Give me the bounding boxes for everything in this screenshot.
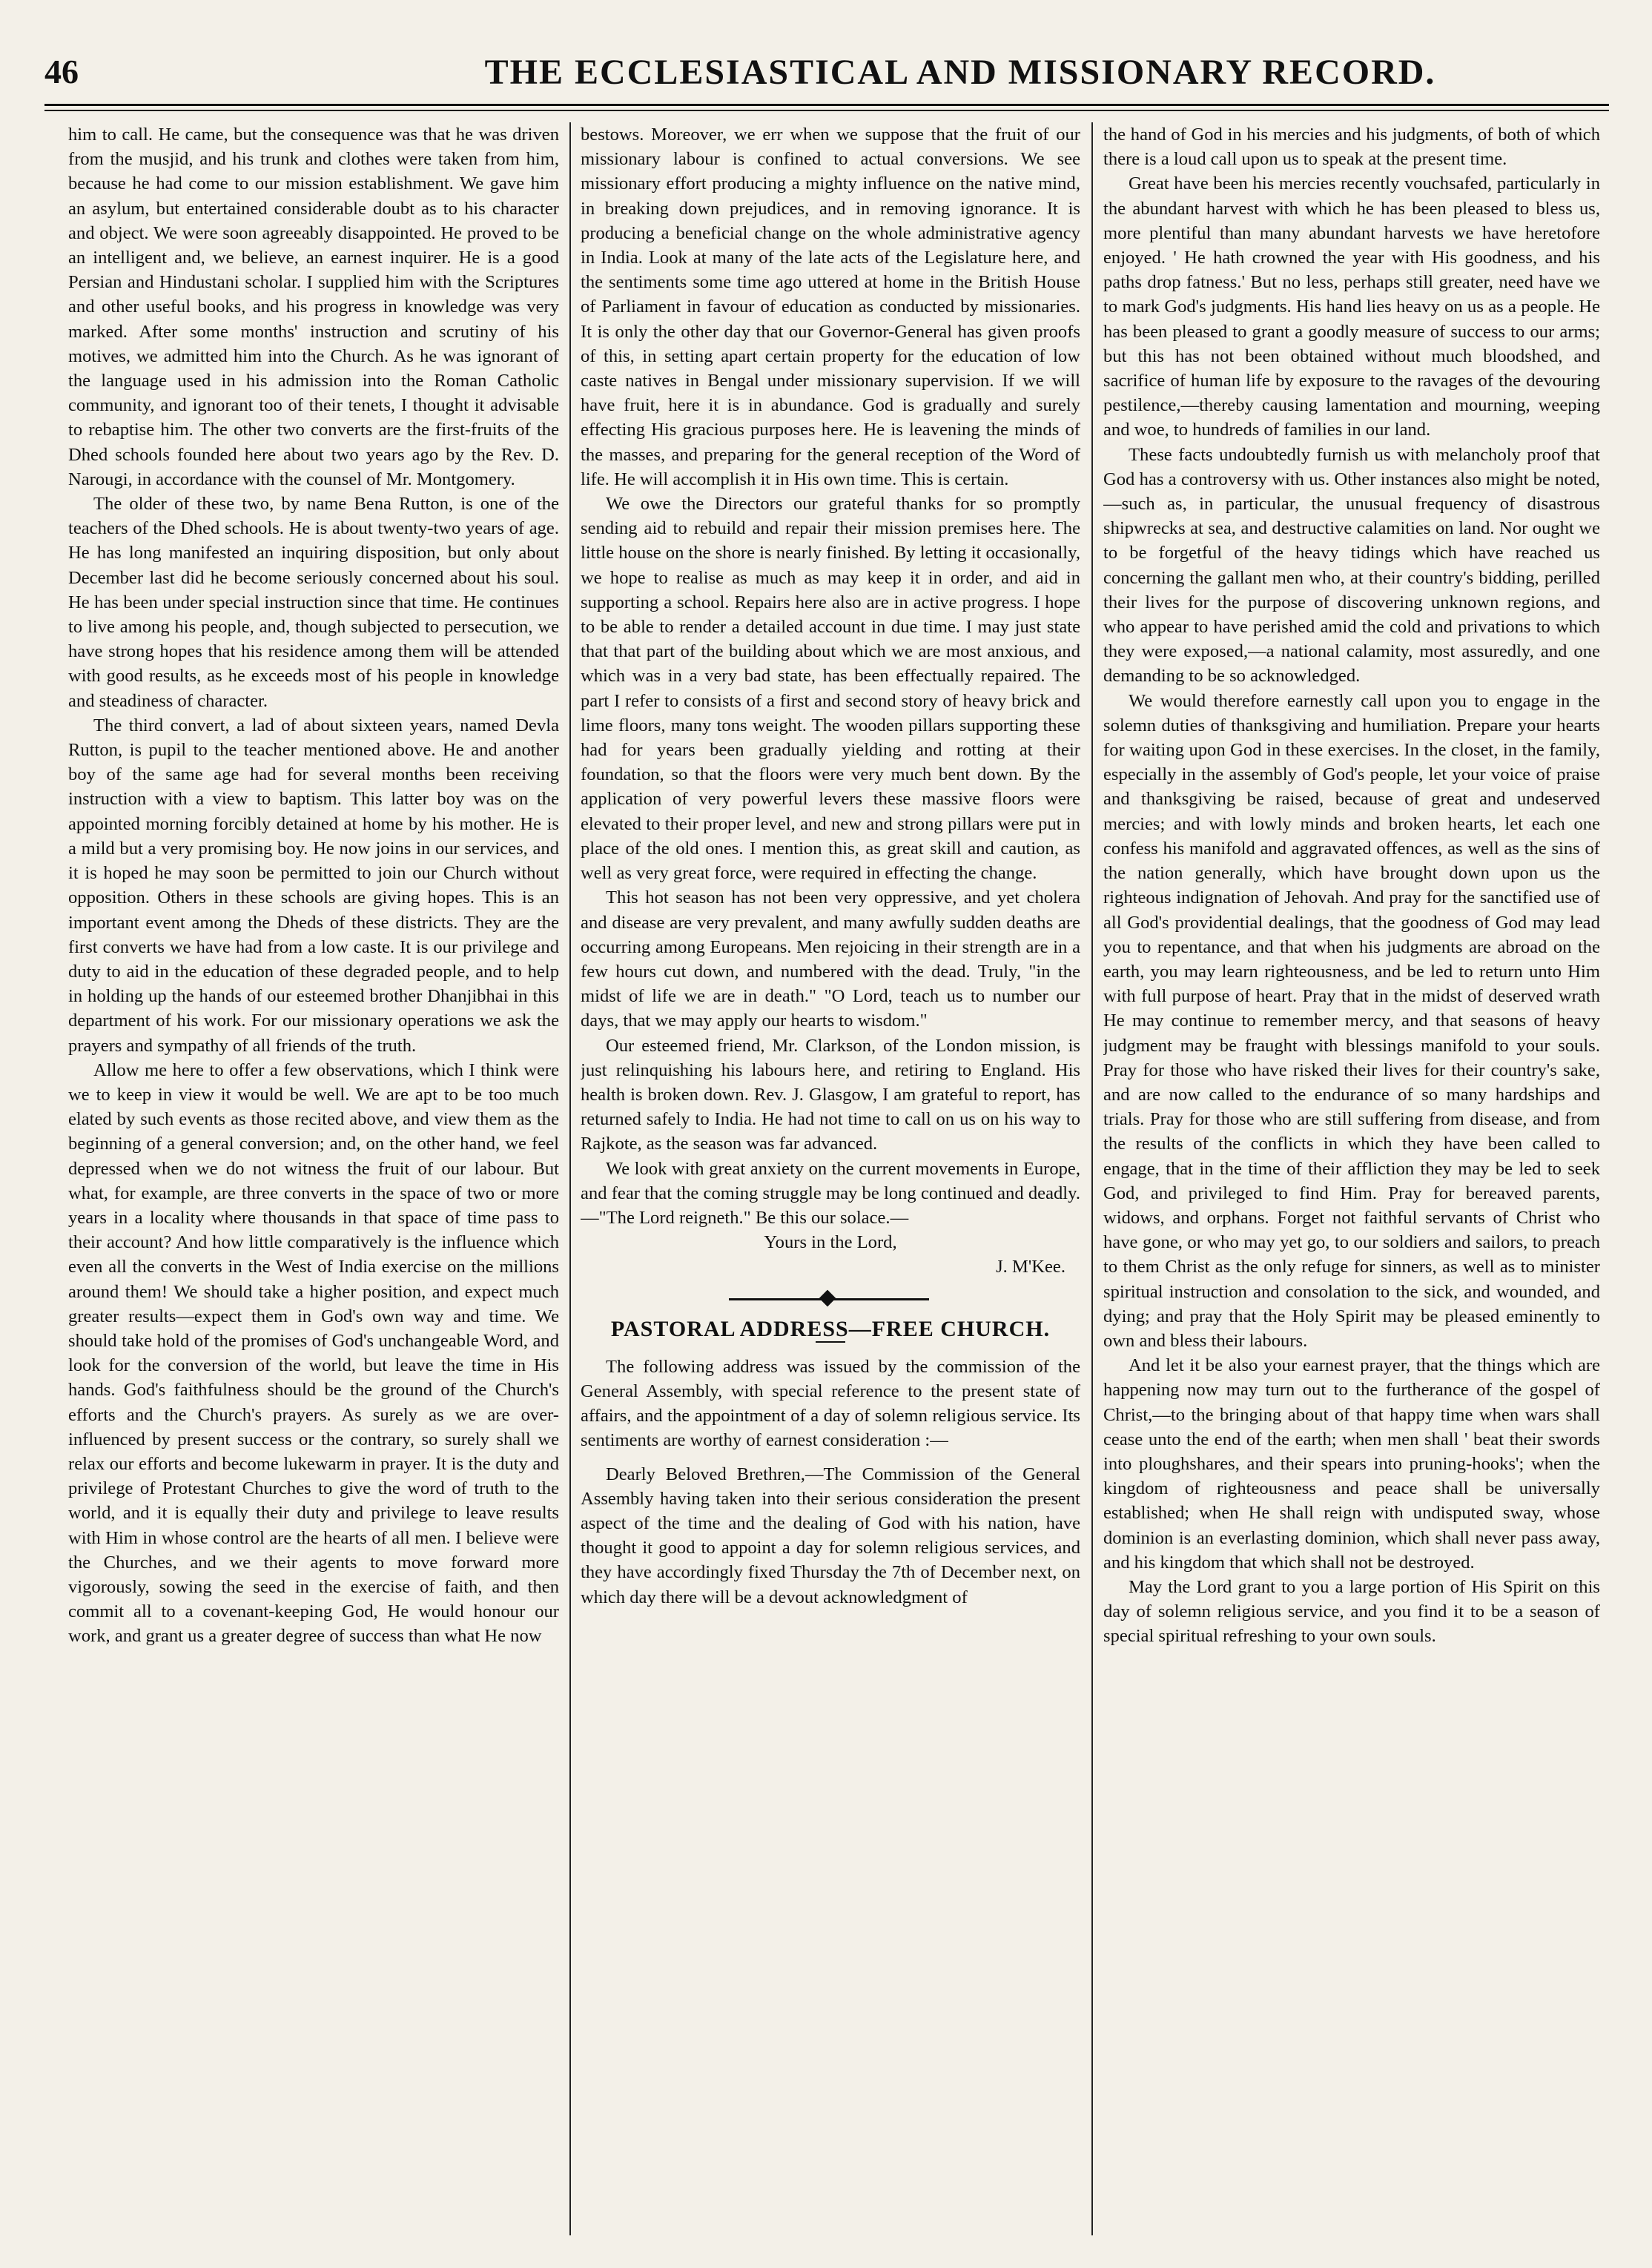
column-3 xyxy=(1103,122,1600,2243)
column-2 xyxy=(581,122,1080,2243)
article-paragraph: We would therefore earnestly call upon you to engage in the solemn duties of thanksgiving and humiliation. Prepare your hearts for waiting upon God in these exercises. In the closet, in the family, especially in the assembly of God's people, let your voice of praise and thanksgiving be raised, because of great and undeserved mercies; and with lowly minds and broken hearts, let each one confess his manifold and aggravated offences, as well as the sins of the nation generally, which have brought down upon us the righteous indignation of Jehovah. And pray for the sanctified use of all God's providential dealings, that the goodness of God may lead you to repentance, and that when his judgments are abroad on the earth, you may learn righteousness, and be led to return unto Him with full purpose of heart. Pray that in the midst of deserved wrath He may continue to remember mercy, and that seasons of heavy judgment may be fraught with blessings manifold to your souls. Pray for those who have risked their lives for their country's sake, and are now called to the endurance of so many hardships and trials. Pray for those who are still suffering from disease, and from the results of the conflicts in which they have been called to engage, that in the time of their affliction they may be led to seek God, and privileged to find Him. Pray for bereaved parents, widows, and orphans. Forget not faithful servants of Christ who have gone, or who may yet go, to our soldiers and sailors, to preach to them Christ as the only refuge for sinners, as well as to minister spiritual instruction and consolation to the sick, and wounded, and dying; and pray that the Holy Spirit may be pleased eminently to own and bless their labours. xyxy=(1103,690,1600,1351)
column-divider xyxy=(1091,122,1093,2235)
article-paragraph: bestows. Moreover, we err when we suppose that the fruit of our missionary labour is confined to actual conversions. We see missionary effort producing a mighty influence on the native mind, in breaking down prejudices, and in removing ignorance. It is producing a beneficial change on the whole administrative agency in India. Look at many of the late acts of the Legislature here, and the sentiments some time ago uttered at home in the British House of Parliament in favour of education as conducted by missionaries. It is only the other day that our Governor-General has given proofs of this, in setting apart certain property for the education of low caste natives in Bengal under missionary supervision. If we will have fruit, here it is in abundance. God is gradually and surely effecting His gracious purposes here. He is leavening the minds of the masses, and preparing for the general reception of the Word of life. He will accomplish it in His own time. This is certain. xyxy=(581,125,1080,489)
article-paragraph: Great have been his mercies recently vouchsafed, particularly in the abundant harvest with which he has been pleased to bless us, more plentiful than many abundant harvests we have heretofore enjoyed. ' He hath crowned the year with His goodness, and his paths drop fatness.' But no less, perhaps still greater, need have we to mark God's judgments. His hand lies heavy on us as a people. He has been pleased to grant a goodly measure of success to our arms; but this has not been obtained without much bloodshed, and sacrifice of human life by exposure to the ravages of the devouring pestilence,—thereby causing lamentation and mourning, weeping and woe, to hundreds of families in our land. xyxy=(1103,173,1600,440)
article-paragraph: Allow me here to offer a few observations, which I think were we to keep in view it would be well. We are apt to be too much elated by such events as those recited above, and view them as the beginning of a general conversion; and, on the other hand, we feel depressed when we do not witness the fruit of our labour. But what, for example, are three converts in the space of two or more years in a locality where thousands in that space of time pass to their account? And how little comparatively is the influence which even all the converts in the West of India exercise on the millions around them! We should take a higher position, and expect much greater results—expect them in God's own way and time. We should take hold of the promises of God's unchangeable Word, and look for the conversion of the world, but leave the time in His hands. God's faithfulness should be the ground of the Church's efforts and the Church's prayers. As surely as we are over-influenced by present success or the contrary, so surely shall we relax our efforts and become lukewarm in prayer. It is the duty and privilege of Protestant Churches to give the word of truth to the world, and it is equally their duty and privilege to leave results with Him in whose control are the hearts of all men. I believe were the Churches, and we their agents to move forward more vigorously, sowing the seed in the exercise of faith, and then commit all to a covenant-keeping God, He would honour our work, and grant us a greater degree of success than what He now xyxy=(68,1059,559,1647)
article-paragraph: him to call. He came, but the consequence was that he was driven from the musjid, and his trunk and clothes were taken from him, because he had come to our mission establishment. We gave him an asylum, but entertained considerable doubt as to his character and object. We were soon agreeably disappointed. He proved to be an intelligent and, we believe, an earnest inquirer. He is a good Persian and Hindustani scholar. I supplied him with the Scriptures and other useful books, and his progress in knowledge was very marked. After some months' instruction and scrutiny of his motives, we admitted him into the Church. As he was ignorant of the language used in his admission into the Roman Catholic community, and ignorant too of their tenets, I thought it advisable to rebaptise him. The other two converts are the first-fruits of the Dhed schools founded here about two years ago by the Rev. D. Narougi, in accordance with the counsel of Mr. Montgomery. xyxy=(68,125,559,489)
section-heading: PASTORAL ADDRESS—FREE CHURCH. xyxy=(610,1316,1051,1341)
article-paragraph: We owe the Directors our grateful thanks for so promptly sending aid to rebuild and repair their mission premises here. The little house on the shore is nearly finished. By letting it occasionally, we hope to realise as much as may keep it in order, and aid in supporting a school. Repairs here also are in active progress. I hope to be able to render a detailed account in due time. I may just state that that part of the building about which we are most anxious, and which was in a very bad state, has been effectually repaired. The part I refer to consists of a first and second story of heavy brick and lime floors, many tons weight. The wooden pillars supporting these had for years been gradually yielding and rotting at their foundation, so that the floors were very much bent down. By the application of very powerful levers these massive floors were elevated to their proper level, and new and strong pillars were put in place of the old ones. I mention this, as great skill and caution, as well as very great force, were required in effecting the change. xyxy=(581,494,1080,884)
article-paragraph: Our esteemed friend, Mr. Clarkson, of the London mission, is just relinquishing his labours here, and retiring to England. His health is broken down. Rev. J. Glasgow, I am grateful to report, has returned safely to India. He had not time to call on us on his way to Rajkote, as the season was far advanced. xyxy=(581,1035,1080,1154)
header-rule-top xyxy=(44,104,1609,106)
letter-closing: Yours in the Lord, xyxy=(764,1232,897,1253)
article-paragraph: These facts undoubtedly furnish us with melancholy proof that God has a controversy with us. Other instances also might be noted,—such as, in particular, the unusual frequency of disastrous shipwrecks at sea, and destructive calamities on land. Nor ought we to be forgetful of the heavy tidings which have reached us concerning the gallant men who, at their country's bidding, perilled their lives for the purpose of discovering unknown regions, and who appear to have perished amid the cold and privations to which they were exposed,—a national calamity, most assuredly, and one demanding to be so acknowledged. xyxy=(1103,444,1600,687)
heading-dash xyxy=(816,1341,845,1343)
page-number: 46 xyxy=(44,53,79,90)
article-paragraph: May the Lord grant to you a large portion of His Spirit on this day of solemn religious service, and you find it to be a season of special spiritual refreshing to your own souls. xyxy=(1103,1576,1600,1647)
article-paragraph: We look with great anxiety on the current movements in Europe, and fear that the coming struggle may be long continued and deadly.—"The Lord reigneth." Be this our solace.— xyxy=(581,1158,1080,1228)
article-paragraph: the hand of God in his mercies and his judgments, of both of which there is a loud call upon us to speak at the present time. xyxy=(1103,125,1600,170)
article-paragraph: And let it be also your earnest prayer, that the things which are happening now may turn out to the furtherance of the gospel of Christ,—to the bringing about of that happy time when wars shall cease unto the end of the earth; when men shall ' beat their swords into ploughshares, and their spears into pruning-hooks'; when the kingdom of righteousness and peace shall be universally established; when He shall reign with undisputed sway, whose dominion is an everlasting dominion, which shall never pass away, and his kingdom that which shall not be destroyed. xyxy=(1103,1355,1600,1573)
article-paragraph: This hot season has not been very oppressive, and yet cholera and disease are very prevalent, and many awfully sudden deaths are occurring among Europeans. Men rejoicing in their strength are in a few hours cut down, and numbered with the dead. Truly, "in the midst of life we are in death." "O Lord, teach us to number our days, that we may apply our hearts to wisdom." xyxy=(581,887,1080,1031)
column-divider xyxy=(569,122,571,2235)
column-1 xyxy=(68,122,559,2243)
article-paragraph: The third convert, a lad of about sixteen years, named Devla Rutton, is pupil to the teacher mentioned above. He and another boy of the same age had for several months been receiving instruction with a view to baptism. This latter boy was on the appointed morning forcibly detained at home by his mother. He is a mild but a very promising boy. He now joins in our services, and it is hoped he may soon be permitted to join our Church without opposition. Others in these schools are giving hopes. This is an important event among the Dheds of these districts. They are the first converts we have had from a low caste. It is our privilege and duty to aid in the education of these degraded people, and to help in holding up the hands of our esteemed brother Dhanjibhai in this department of his work. For our missionary operations we ask the prayers and sympathy of all friends of the truth. xyxy=(68,715,559,1056)
section-separator xyxy=(581,1284,1080,1314)
article-paragraph: The older of these two, by name Bena Rutton, is one of the teachers of the Dhed schools. He is about twenty-two years of age. He has long manifested an inquiring disposition, but only about December last did he become seriously concerned about his soul. He has been under special instruction since that time. He continues to live among his people, and, though subjected to persecution, we have strong hopes that his residence among them will be attended with good results, as he exceeds most of his people in knowledge and steadiness of character. xyxy=(68,494,559,711)
article-paragraph: The following address was issued by the commission of the General Assembly, with special reference to the present state of affairs, and the appointment of a day of solemn religious service. Its sentiments are worthy of earnest consideration :— xyxy=(581,1356,1080,1451)
header-rule-bottom xyxy=(44,110,1609,111)
running-title: THE ECCLESIASTICAL AND MISSIONARY RECORD. xyxy=(484,53,1436,92)
article-paragraph: Dearly Beloved Brethren,—The Commission of the General Assembly having taken into their serious consideration the present aspect of the time and the dealing of God with his nation, have thought it good to appoint a day for solemn religious services, and they have accordingly fixed Thursday the 7th of December next, on which day there will be a devout acknowledgment of xyxy=(581,1464,1080,1607)
page-header xyxy=(44,52,1609,111)
letter-signature: J. M'Kee. xyxy=(996,1257,1065,1277)
